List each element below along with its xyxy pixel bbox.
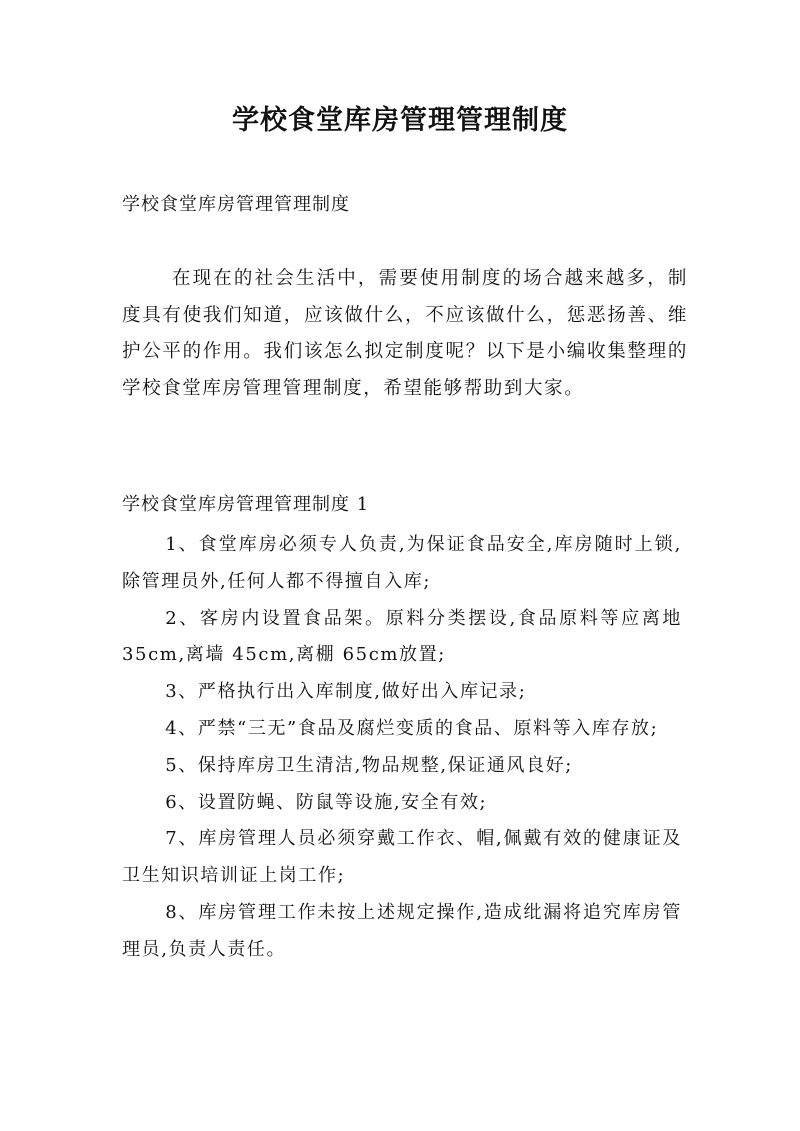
rule-item-7: 7、库房管理人员必须穿戴工作衣、帽,佩戴有效的健康证及卫生知识培训证上岗工作; bbox=[122, 828, 682, 887]
rule-item-1: 1、食堂库房必须专人负责,为保证食品安全,库房随时上锁,除管理员外,任何人都不得擅自入库; bbox=[122, 534, 682, 592]
rule-item-4: 4、严禁“三无”食品及腐烂变质的食品、原料等入库存放; bbox=[165, 717, 659, 739]
intro-paragraph: 在现在的社会生活中，需要使用制度的场合越来越多，制度具有使我们知道，应该做什么，不应该做什么，惩恶扬善、维护公平的作用。我们该怎么拟定制度呢？以下是小编收集整理的学校食堂库房管理管理制度，希望能够帮助到大家。 bbox=[122, 268, 688, 399]
section-heading: 学校食堂库房管理管理制度 1 bbox=[122, 494, 370, 515]
document-title: 学校食堂库房管理管理制度 bbox=[232, 105, 568, 136]
rule-item-2: 2、客房内设置食品架。原料分类摆设,食品原料等应离地 35cm,离墙 45cm,离棚 65cm放置; bbox=[122, 607, 682, 666]
rule-item-8: 8、库房管理工作未按上述规定操作,造成纰漏将追究库房管理员,负责人责任。 bbox=[122, 901, 682, 960]
rules-list bbox=[122, 527, 682, 969]
rule-item-6: 6、设置防蝇、防鼠等设施,安全有效; bbox=[165, 791, 488, 813]
rule-item-5: 5、保持库房卫生清洁,物品规整,保证通风良好; bbox=[165, 754, 573, 776]
document-subtitle: 学校食堂库房管理管理制度 bbox=[122, 194, 350, 215]
rule-item-3: 3、严格执行出入库制度,做好出入库记录; bbox=[165, 681, 527, 703]
